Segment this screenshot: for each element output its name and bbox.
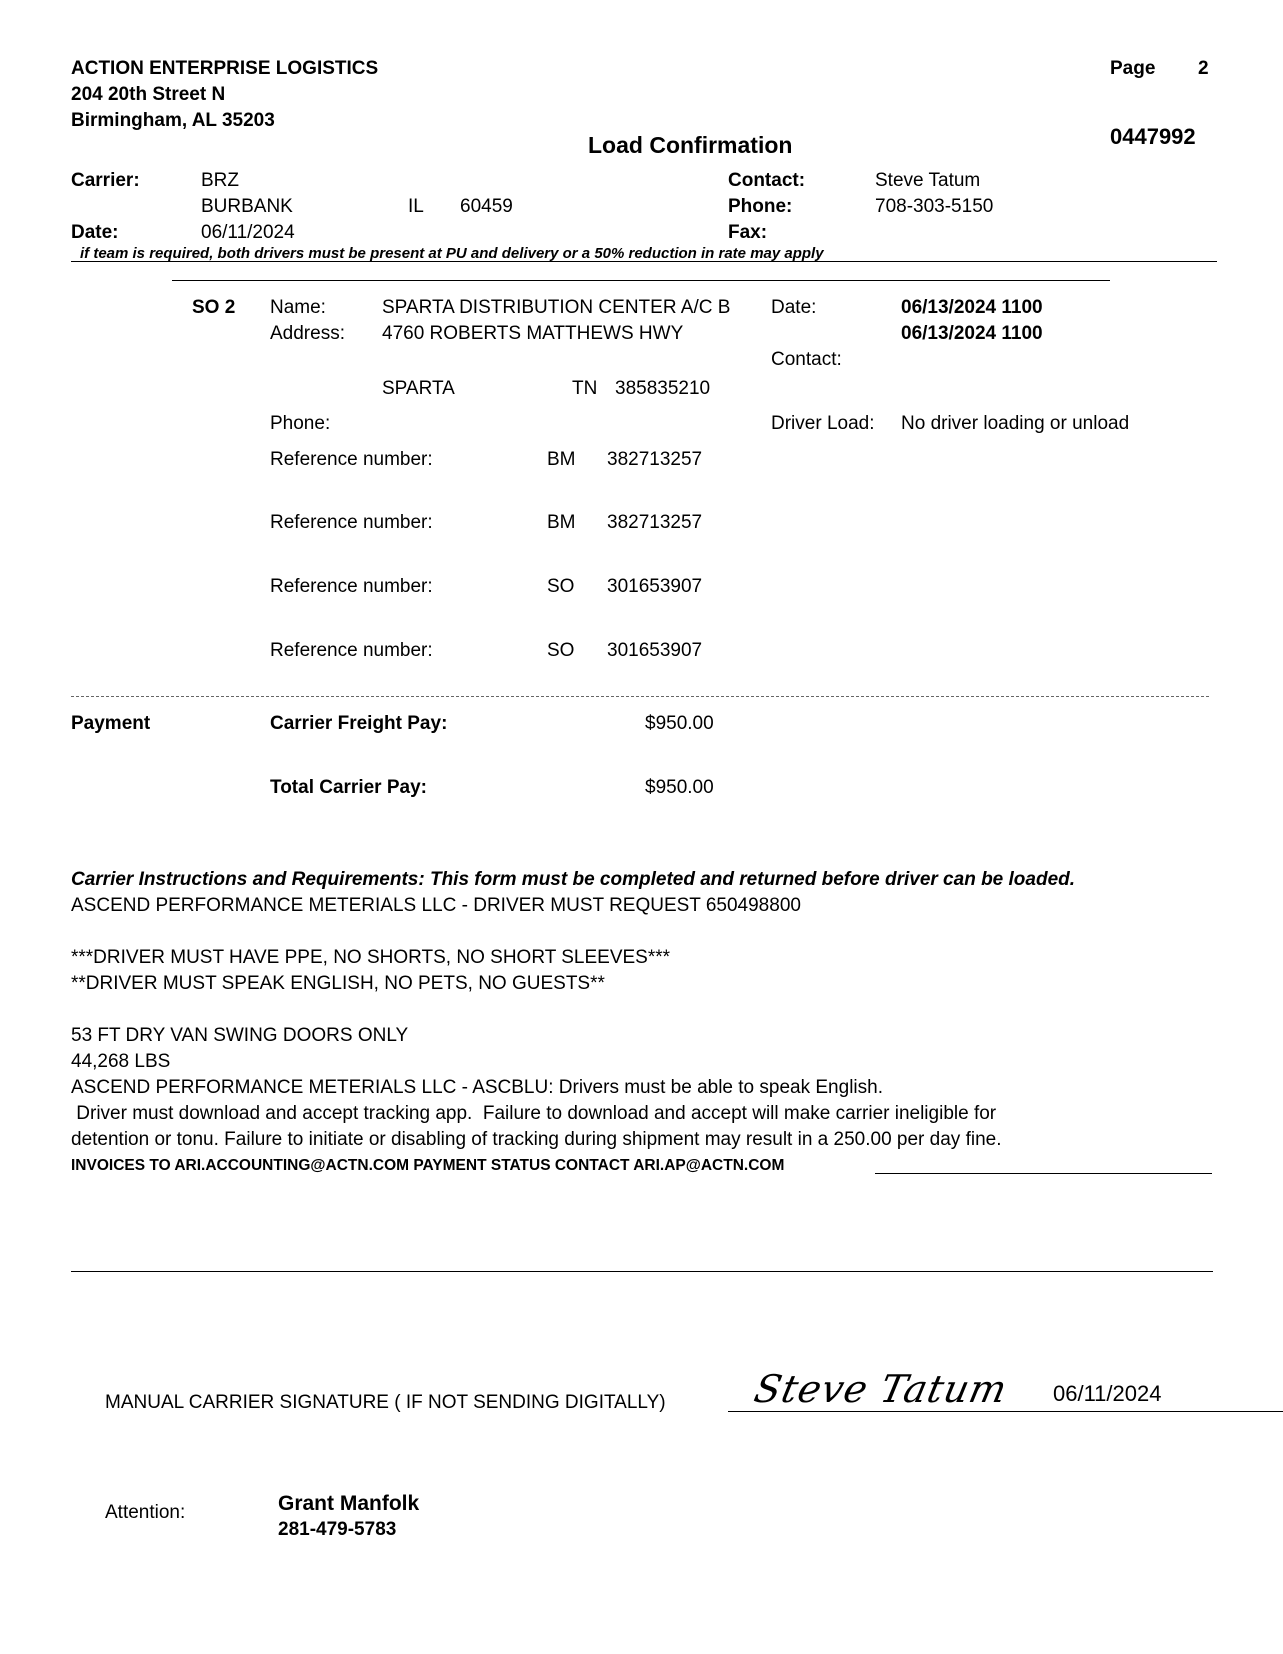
invoices-underline — [875, 1173, 1212, 1174]
instruction-line: ASCEND PERFORMANCE METERIALS LLC - DRIVER MUST REQUEST 650498800 — [71, 895, 801, 916]
signature-date: 06/11/2024 — [1053, 1381, 1162, 1406]
instructions-heading: Carrier Instructions and Requirements: This form must be completed and returned before driver can be loaded. — [71, 869, 1076, 890]
instruction-line: Driver must download and accept tracking app. Failure to download and accept will make carrier ineligible for — [71, 1103, 997, 1124]
signature-label: MANUAL CARRIER SIGNATURE ( IF NOT SENDING DIGITALLY) — [105, 1392, 666, 1413]
stop-state: TN — [572, 378, 598, 399]
company-street: 204 20th Street N — [71, 84, 226, 105]
reference-label: Reference number: — [270, 512, 433, 533]
driver-load-label: Driver Load: — [771, 413, 875, 434]
carrier-date-label: Date: — [71, 222, 119, 243]
instruction-line: ASCEND PERFORMANCE METERIALS LLC - ASCBLU: Drivers must be able to speak English. — [71, 1077, 883, 1098]
stop-name: SPARTA DISTRIBUTION CENTER A/C B — [382, 297, 731, 318]
payment-divider — [71, 696, 1209, 697]
instruction-line: **DRIVER MUST SPEAK ENGLISH, NO PETS, NO GUESTS** — [71, 973, 605, 994]
page-number: 2 — [1198, 58, 1209, 79]
stop-name-label: Name: — [270, 297, 326, 318]
instruction-line: ***DRIVER MUST HAVE PPE, NO SHORTS, NO SHORT SLEEVES*** — [71, 947, 671, 968]
attention-name: Grant Manfolk — [278, 1492, 420, 1515]
reference-label: Reference number: — [270, 576, 433, 597]
reference-label: Reference number: — [270, 640, 433, 661]
blank-line — [71, 1271, 1213, 1272]
total-pay-value: $950.00 — [645, 777, 714, 798]
company-name: ACTION ENTERPRISE LOGISTICS — [71, 58, 379, 79]
instruction-line: 53 FT DRY VAN SWING DOORS ONLY — [71, 1025, 409, 1046]
reference-label: Reference number: — [270, 449, 433, 470]
freight-pay-value: $950.00 — [645, 713, 714, 734]
stop-city: SPARTA — [382, 378, 455, 399]
payment-label: Payment — [71, 713, 151, 734]
carrier-date: 06/11/2024 — [201, 222, 295, 243]
carrier-label: Carrier: — [71, 170, 140, 191]
reference-value: 382713257 — [607, 449, 703, 470]
stop-address: 4760 ROBERTS MATTHEWS HWY — [382, 323, 684, 344]
team-note-underline — [71, 261, 1217, 262]
carrier-state: IL — [408, 196, 424, 217]
stop-address-label: Address: — [270, 323, 345, 344]
page-label: Page — [1110, 58, 1156, 79]
driver-load-value: No driver loading or unload — [901, 413, 1130, 434]
fax-label: Fax: — [728, 222, 768, 243]
company-city-state-zip: Birmingham, AL 35203 — [71, 110, 275, 131]
reference-type: SO — [547, 640, 575, 661]
instruction-line: 44,268 LBS — [71, 1051, 171, 1072]
stop-contact-label: Contact: — [771, 349, 842, 370]
stop-divider — [172, 280, 1110, 281]
carrier-city: BURBANK — [201, 196, 293, 217]
reference-type: SO — [547, 576, 575, 597]
team-note: if team is required, both drivers must be present at PU and delivery or a 50% reduction in rate may apply — [80, 245, 824, 262]
handwritten-signature: Steve Tatum — [750, 1367, 1012, 1411]
reference-value: 382713257 — [607, 512, 703, 533]
stop-id: SO 2 — [192, 297, 236, 318]
total-pay-label: Total Carrier Pay: — [270, 777, 427, 798]
document-title: Load Confirmation — [588, 132, 793, 158]
attention-phone: 281-479-5783 — [278, 1519, 397, 1540]
reference-type: BM — [547, 449, 576, 470]
phone-label: Phone: — [728, 196, 793, 217]
stop-date-label: Date: — [771, 297, 817, 318]
contact-label: Contact: — [728, 170, 806, 191]
reference-value: 301653907 — [607, 576, 703, 597]
instruction-line: detention or tonu. Failure to initiate or disabling of tracking during shipment may result in a 250.00 per day fine. — [71, 1129, 1002, 1150]
freight-pay-label: Carrier Freight Pay: — [270, 713, 448, 734]
carrier-zip: 60459 — [460, 196, 513, 217]
load-number: 0447992 — [1110, 124, 1196, 149]
reference-value: 301653907 — [607, 640, 703, 661]
invoices-note: INVOICES TO ARI.ACCOUNTING@ACTN.COM PAYMENT STATUS CONTACT ARI.AP@ACTN.COM — [71, 1157, 785, 1174]
stop-date-1: 06/13/2024 1100 — [901, 297, 1043, 318]
carrier-code: BRZ — [201, 170, 239, 191]
stop-phone-label: Phone: — [270, 413, 331, 434]
attention-label: Attention: — [105, 1502, 186, 1523]
stop-date-2: 06/13/2024 1100 — [901, 323, 1043, 344]
contact-name: Steve Tatum — [875, 170, 981, 191]
reference-type: BM — [547, 512, 576, 533]
phone-value: 708-303-5150 — [875, 196, 994, 217]
stop-zip: 385835210 — [615, 378, 711, 399]
